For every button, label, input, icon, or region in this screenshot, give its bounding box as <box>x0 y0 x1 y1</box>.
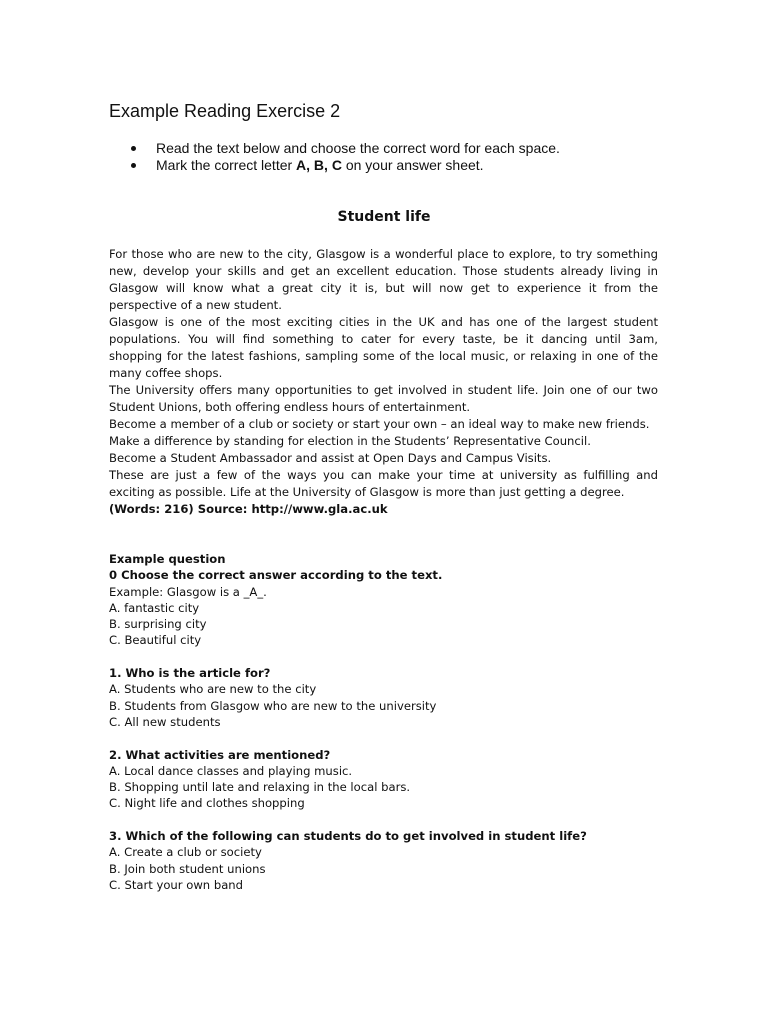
answer-option: B. surprising city <box>109 617 207 632</box>
answer-option: B. Students from Glasgow who are new to the university <box>109 698 437 713</box>
paragraph: Make a difference by standing for election in the Students’ Representative Council. <box>109 434 591 448</box>
question-block <box>109 747 669 812</box>
paragraph: The University offers many opportunities to get involved in student life. Join one of our two Student Unions, both offering endless hours of entertainment. <box>109 383 658 414</box>
source-citation: (Words: 216) Source: http://www.gla.ac.uk <box>109 502 388 516</box>
quiz-section <box>109 551 669 910</box>
instruction-item <box>109 157 669 174</box>
paragraph: Become a member of a club or society or start your own – an ideal way to make new friends. <box>109 417 650 431</box>
paragraph: These are just a few of the ways you can make your time at university as fulfilling and exciting as possible. Life at the University of Glasgow is more than just getting a degree. <box>109 468 658 499</box>
example-label: Example question <box>109 552 226 566</box>
answer-option: A. Create a club or society <box>109 845 262 860</box>
question-text: 3. Which of the following can students do to get involved in student life? <box>109 829 587 844</box>
answer-option: B. Join both student unions <box>109 861 266 876</box>
question-block <box>109 665 669 730</box>
paragraph: For those who are new to the city, Glasgow is a wonderful place to explore, to try something new, develop your skills and get an excellent education. Those students already living in Glasgow will know what a great city it is, but will now get to experience it from the perspective of a new student. <box>109 247 658 312</box>
paragraph: Glasgow is one of the most exciting cities in the UK and has one of the largest student populations. You will find something to cater for every taste, be it dancing until 3am, shopping for the latest fashions, sampling some of the local music, or relaxing in one of the many coffee shops. <box>109 315 658 380</box>
answer-option: A. fantastic city <box>109 600 200 615</box>
question-block <box>109 828 669 893</box>
answer-option: C. Beautiful city <box>109 633 202 648</box>
paragraph: Become a Student Ambassador and assist at Open Days and Campus Visits. <box>109 451 552 465</box>
page-title: Example Reading Exercise 2 <box>109 101 341 121</box>
reading-text <box>109 246 658 518</box>
question-text: 2. What activities are mentioned? <box>109 747 331 762</box>
bullet-icon <box>131 163 136 168</box>
answer-option: A. Students who are new to the city <box>109 682 317 697</box>
section-heading: Student life <box>337 209 431 225</box>
instruction-text: Read the text below and choose the correct word for each space. <box>156 140 560 156</box>
answer-option: C. Night life and clothes shopping <box>109 796 305 811</box>
answer-option: C. All new students <box>109 714 221 729</box>
example-question <box>109 551 669 649</box>
instruction-text-suffix: on your answer sheet. <box>341 157 484 173</box>
answer-option: C. Start your own band <box>109 877 244 892</box>
instruction-letters: A, B, C <box>296 157 342 173</box>
question-text: 1. Who is the article for? <box>109 666 271 681</box>
bullet-icon <box>131 146 136 151</box>
example-instruction: 0 Choose the correct answer according to the text. <box>109 568 443 583</box>
instructions-list <box>109 140 669 174</box>
instruction-item <box>109 140 669 157</box>
example-prompt: Example: Glasgow is a _A_. <box>109 584 267 599</box>
answer-option: A. Local dance classes and playing music. <box>109 763 353 778</box>
instruction-text-prefix: Mark the correct letter <box>156 157 297 173</box>
answer-option: B. Shopping until late and relaxing in the local bars. <box>109 780 411 795</box>
